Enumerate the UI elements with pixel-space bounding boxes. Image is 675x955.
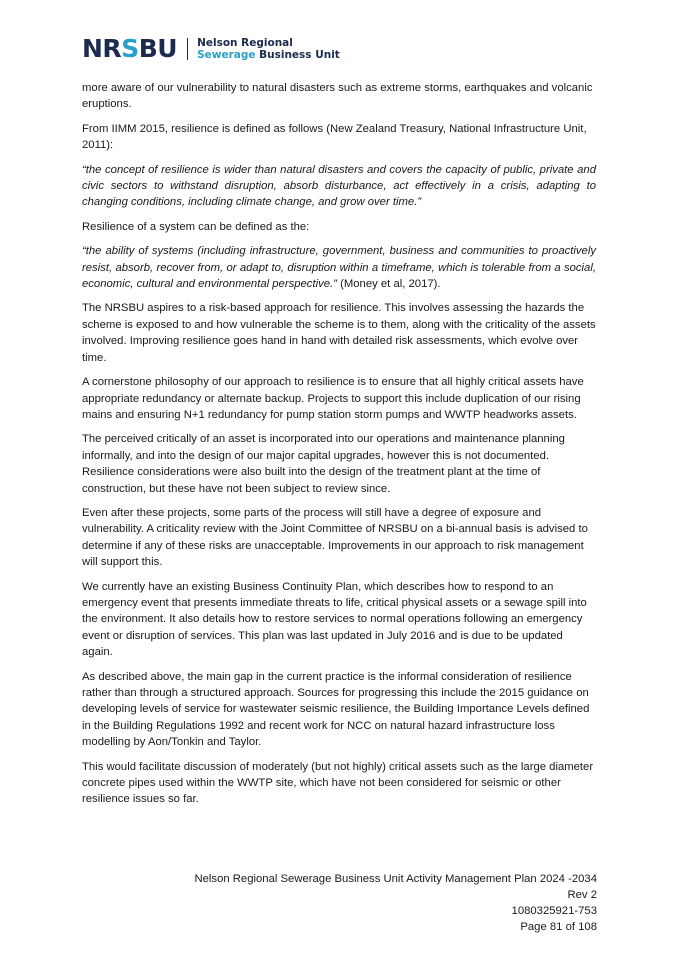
quote-text: “the ability of systems (including infrastructure, government, business and communities to proactively resist, absorb, recover from, or adapt to, disruption within a timeframe, which is tolerable from a social, economic, cultural and environmental perspective.” bbox=[82, 245, 596, 291]
organization-name-line1: Nelson Regional bbox=[197, 36, 293, 49]
footer-document-id: 1080325921-753 bbox=[511, 905, 597, 917]
document-footer bbox=[194, 871, 597, 935]
footer-revision: Rev 2 bbox=[567, 889, 597, 901]
logo-text-nr: NR bbox=[82, 34, 122, 63]
quote-paragraph: “the concept of resilience is wider than natural disasters and covers the capacity of public, private and civic sectors to withstand disruption, absorb disturbance, act effectively in a crisis, adapting to changing conditions, including climate change, and grow over time.” bbox=[82, 163, 596, 209]
paragraph: This would facilitate discussion of moderately (but not highly) critical assets such as the large diameter concrete pipes used within the WWTP site, which have not been considered for seismic or other resilience issues so far. bbox=[82, 760, 594, 806]
paragraph: The perceived critically of an asset is incorporated into our operations and maintenance planning informally, and into the design of our major capital upgrades, however this is not documented. Resilience considerations were also built into the design of the treatment plant at the time of construction, but these have not been subject to review since. bbox=[82, 433, 565, 495]
paragraph: As described above, the main gap in the current practice is the informal consideration of resilience rather than through a structured approach. Sources for progressing this include the 2015 guidance on developing levels of service for wastewater seismic resilience, the Building Importance Levels defined in the Building Regulations 1992 and recent work for NCC on natural hazard infrastructure loss modelling by Aon/Tonkin and Taylor. bbox=[82, 670, 590, 749]
paragraph: We currently have an existing Business Continuity Plan, which describes how to respond to an emergency event that presents immediate threats to life, critical physical assets or a sewage spill into the environment. It also details how to restore services to normal operations following an emergency event or disruption of services. This plan was last updated in July 2016 and is due to be updated again. bbox=[82, 580, 587, 659]
nrsbu-logo bbox=[82, 36, 177, 61]
organization-name-accent: Sewerage bbox=[197, 48, 256, 61]
paragraph: A cornerstone philosophy of our approach to resilience is to ensure that all highly critical assets have appropriate redundancy or alternate backup. Projects to support this include duplication of our rising mains and ensuring N+1 redundancy for pump station storm pumps and WWTP headworks assets. bbox=[82, 376, 584, 421]
paragraph: Resilience of a system can be defined as the: bbox=[82, 220, 310, 233]
logo-text-bu: BU bbox=[138, 34, 178, 63]
logo-text-s: S bbox=[121, 34, 139, 63]
organization-name bbox=[197, 37, 340, 61]
organization-name-line2 bbox=[197, 49, 340, 61]
document-header bbox=[82, 36, 340, 61]
footer-page-number: Page 81 of 108 bbox=[520, 921, 597, 933]
paragraph: From IIMM 2015, resilience is defined as follows (New Zealand Treasury, National Infrastructure Unit, 2011): bbox=[82, 122, 587, 152]
organization-name-rest: Business Unit bbox=[255, 48, 340, 61]
logo-divider bbox=[187, 38, 188, 60]
footer-plan-title: Nelson Regional Sewerage Business Unit Activity Management Plan 2024 -2034 bbox=[194, 873, 597, 885]
document-body bbox=[82, 80, 596, 816]
citation: (Money et al, 2017). bbox=[336, 278, 441, 291]
quote-paragraph bbox=[82, 243, 596, 292]
paragraph: more aware of our vulnerability to natural disasters such as extreme storms, earthquakes and volcanic eruptions. bbox=[82, 82, 593, 111]
paragraph: The NRSBU aspires to a risk-based approach for resilience. This involves assessing the hazards the scheme is exposed to and how vulnerable the scheme is to them, along with the criticality of the assets involved. Improving resilience goes hand in hand with detailed risk assessments, which evolve over time. bbox=[82, 302, 596, 364]
paragraph: Even after these projects, some parts of the process will still have a degree of exposure and vulnerability. A criticality review with the Joint Committee of NRSBU on a bi-annual basis is advised to determine if any of these risks are unacceptable. Improvements in our approach to risk management will support this. bbox=[82, 506, 588, 569]
